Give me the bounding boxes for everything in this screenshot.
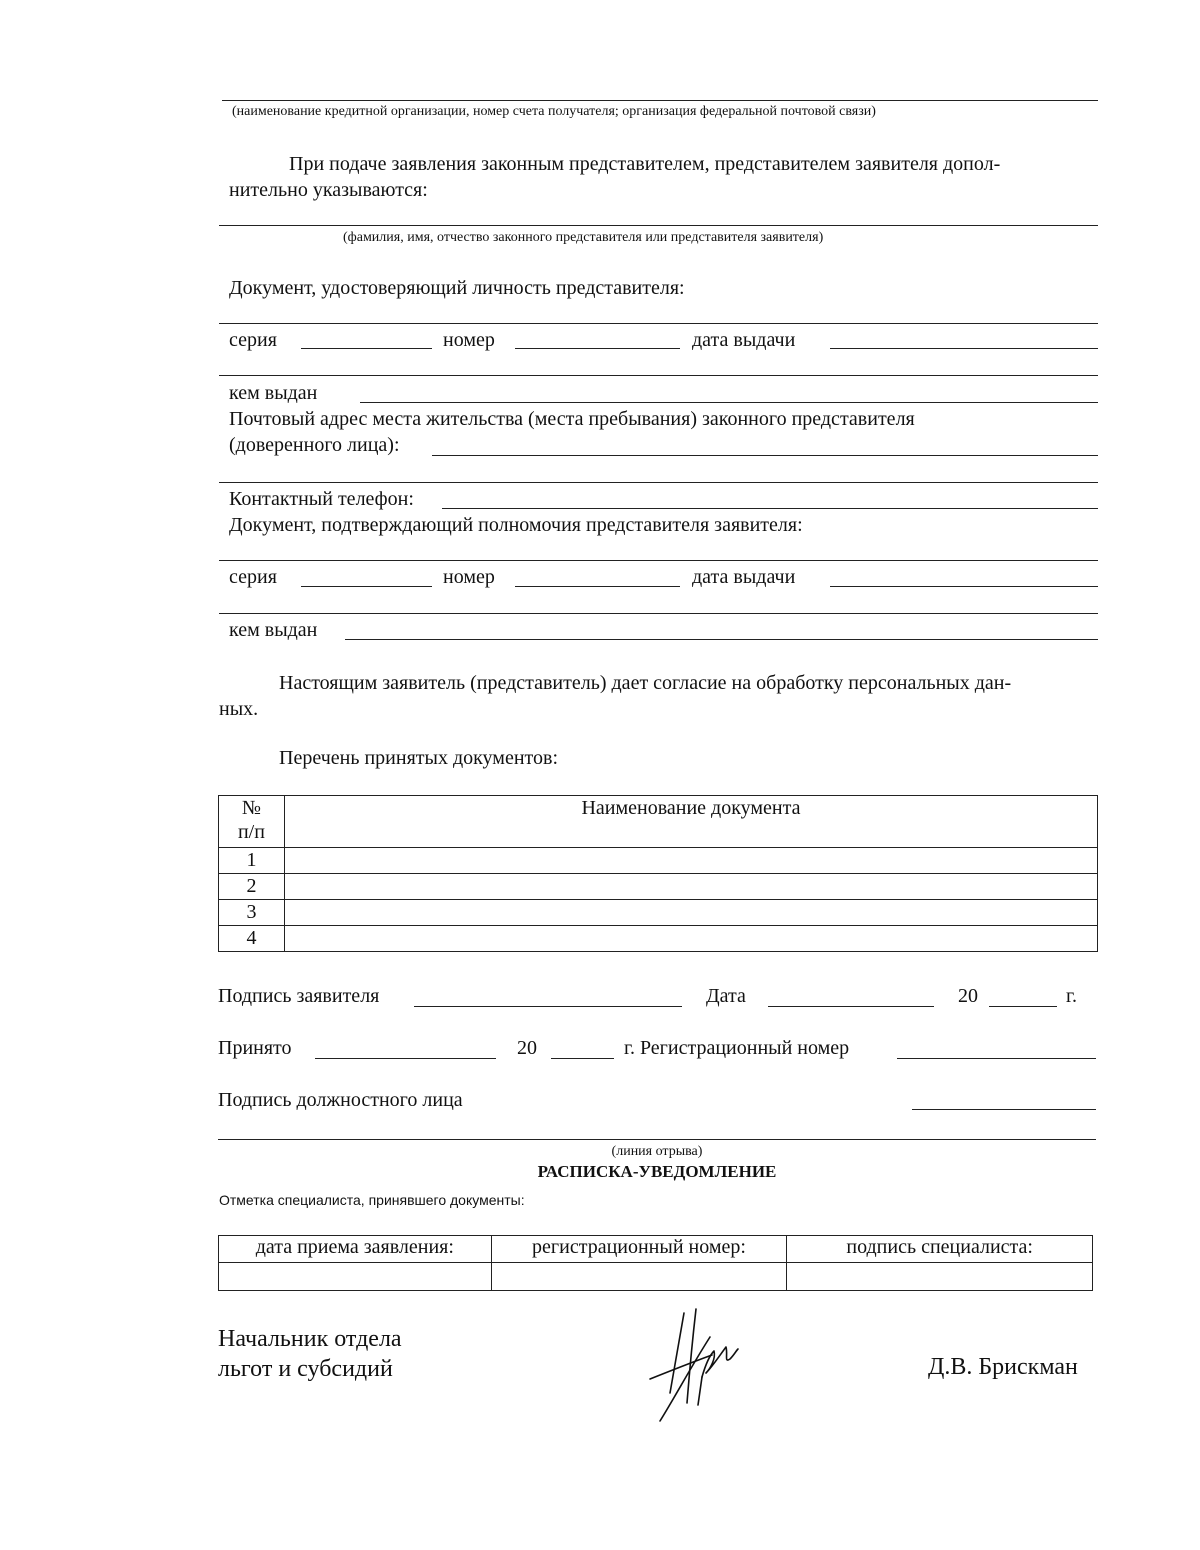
auth-series-label: серия [229, 566, 277, 588]
receipt-title: РАСПИСКА-УВЕДОМЛЕНИЕ [537, 1162, 777, 1181]
receipt-header-row [219, 1236, 1093, 1263]
year-prefix: 20 [958, 985, 978, 1007]
address-field[interactable] [432, 455, 1098, 456]
auth-series-field[interactable] [301, 586, 432, 587]
id-series-label: серия [229, 329, 277, 351]
consent-line2: ных. [219, 698, 259, 720]
receipt-value-row[interactable] [219, 1263, 1093, 1291]
header-number-cell [219, 796, 285, 848]
address-field-2[interactable] [219, 482, 1098, 483]
handwritten-signature [640, 1305, 750, 1425]
accepted-year-field[interactable] [551, 1058, 614, 1059]
authority-doc-label: Документ, подтверждающий полномочия представителя заявителя: [229, 514, 803, 536]
row-document-name[interactable] [284, 926, 1097, 952]
specialist-mark-label: Отметка специалиста, принявшего документы: [219, 1192, 525, 1208]
id-number-label: номер [443, 329, 495, 351]
auth-issued-by-field[interactable] [345, 639, 1098, 640]
auth-number-field[interactable] [515, 586, 680, 587]
receipt-signature-header: подпись специалиста: [787, 1236, 1093, 1263]
accepted-reg-label: г. Регистрационный номер [624, 1037, 850, 1059]
consent-line1: Настоящим заявитель (представитель) дает согласие на обработку персональных дан- [279, 672, 1012, 694]
auth-issue-date-field[interactable] [830, 586, 1098, 587]
signatory-title-line1: Начальник отдела [218, 1326, 402, 1352]
row-document-name[interactable] [284, 848, 1097, 874]
receipt-reg-number-cell[interactable] [491, 1263, 787, 1291]
table-row[interactable] [219, 926, 1098, 952]
table-row[interactable] [219, 900, 1098, 926]
address-label-line2: (доверенного лица): [229, 434, 400, 456]
receipt-signature-cell[interactable] [787, 1263, 1093, 1291]
address-label-line1: Почтовый адрес места жительства (места пребывания) законного представителя [229, 408, 915, 430]
official-signature-field[interactable] [912, 1109, 1096, 1110]
applicant-signature-label: Подпись заявителя [218, 985, 380, 1007]
auth-issue-date-label: дата выдачи [692, 566, 796, 588]
accepted-date-field[interactable] [315, 1058, 496, 1059]
signatory-name: Д.В. Брискман [928, 1354, 1078, 1380]
id-doc-line[interactable] [219, 323, 1098, 324]
row-document-name[interactable] [284, 900, 1097, 926]
bank-details-line [222, 100, 1098, 101]
id-doc-line-2[interactable] [219, 375, 1098, 376]
date-field[interactable] [768, 1006, 934, 1007]
year-field[interactable] [989, 1006, 1057, 1007]
docs-list-label: Перечень принятых документов: [279, 747, 559, 769]
official-signature-label: Подпись должностного лица [218, 1089, 463, 1111]
id-issued-by-label: кем выдан [229, 382, 318, 404]
signatory-title-line2: льгот и субсидий [218, 1356, 393, 1382]
row-number: 4 [219, 926, 285, 952]
header-number-line2: п/п [237, 821, 265, 843]
id-number-field[interactable] [515, 348, 680, 349]
year-suffix: г. [1066, 985, 1077, 1007]
table-row[interactable] [219, 874, 1098, 900]
applicant-signature-field[interactable] [414, 1006, 682, 1007]
auth-number-label: номер [443, 566, 495, 588]
header-name-cell: Наименование документа [284, 796, 1097, 848]
id-issue-date-label: дата выдачи [692, 329, 796, 351]
id-series-field[interactable] [301, 348, 432, 349]
table-row[interactable] [219, 848, 1098, 874]
id-doc-label: Документ, удостоверяющий личность представителя: [229, 277, 685, 299]
header-number-line1: № [241, 797, 261, 819]
receipt-table [218, 1235, 1093, 1291]
row-document-name[interactable] [284, 874, 1097, 900]
auth-issued-by-label: кем выдан [229, 619, 318, 641]
receipt-reg-number-header: регистрационный номер: [491, 1236, 787, 1263]
id-issue-date-field[interactable] [830, 348, 1098, 349]
row-number: 2 [219, 874, 285, 900]
row-number: 1 [219, 848, 285, 874]
receipt-date-cell[interactable] [219, 1263, 492, 1291]
tear-line-caption: (линия отрыва) [611, 1144, 703, 1159]
authority-doc-line-2[interactable] [219, 613, 1098, 614]
row-number: 3 [219, 900, 285, 926]
table-header-row [219, 796, 1098, 848]
id-issued-by-field[interactable] [360, 402, 1098, 403]
bank-details-caption: (наименование кредитной организации, номер счета получателя; организация федеральной почтовой связи) [232, 104, 876, 119]
rep-intro-line2: нительно указываются: [229, 179, 428, 201]
rep-name-field[interactable] [219, 225, 1098, 226]
authority-doc-line[interactable] [219, 560, 1098, 561]
phone-label: Контактный телефон: [229, 488, 414, 510]
rep-name-caption: (фамилия, имя, отчество законного представителя или представителя заявителя) [343, 230, 824, 245]
date-label: Дата [706, 985, 746, 1007]
registration-number-field[interactable] [897, 1058, 1096, 1059]
tear-line [218, 1139, 1096, 1140]
receipt-date-header: дата приема заявления: [219, 1236, 492, 1263]
accepted-year-prefix: 20 [517, 1037, 537, 1059]
documents-table [218, 795, 1098, 952]
rep-intro-line1: При подаче заявления законным представителем, представителем заявителя допол- [289, 153, 1001, 175]
accepted-label: Принято [218, 1037, 292, 1059]
phone-field[interactable] [442, 508, 1098, 509]
